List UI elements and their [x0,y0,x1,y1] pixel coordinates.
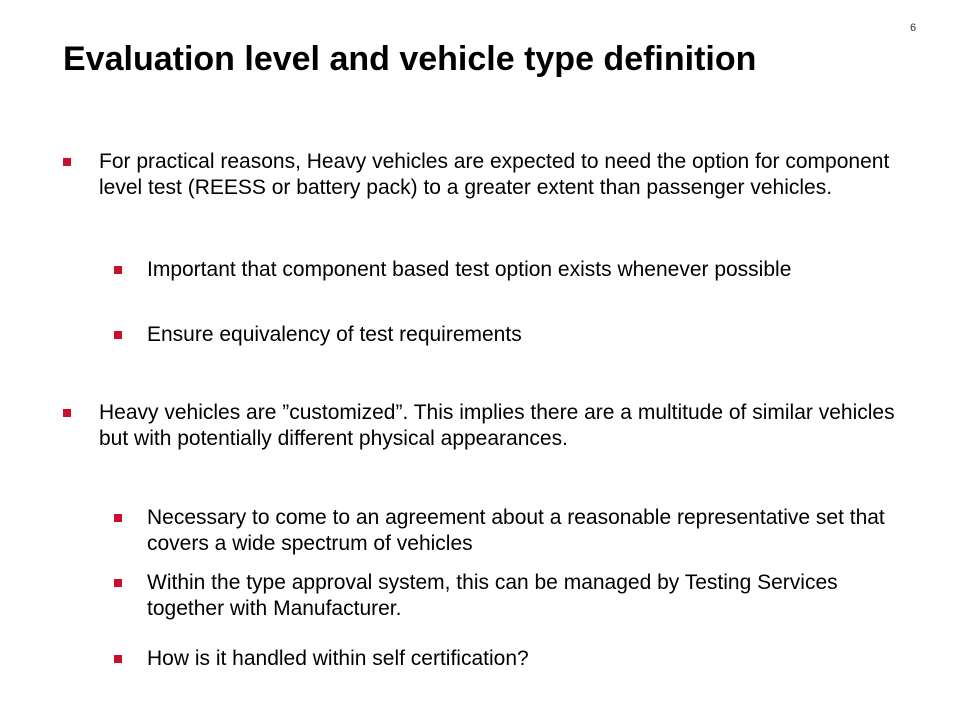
bullet-text: For practical reasons, Heavy vehicles are expected to need the option for component level test (REESS or battery pack) to a greater extent than passenger vehicles. [99,150,890,199]
square-bullet-icon [114,579,122,587]
bullet-text: Within the type approval system, this can be managed by Testing Services together with Manufacturer. [147,571,838,620]
square-bullet-icon [63,409,71,417]
bullet-text: How is it handled within self certification? [147,647,529,670]
page-number: 6 [909,22,917,34]
bullet-text: Important that component based test option exists whenever possible [147,258,792,281]
square-bullet-icon [114,514,122,522]
sub-bullet-item [147,570,887,622]
square-bullet-icon [63,158,71,166]
sub-bullet-item [147,322,887,348]
square-bullet-icon [114,655,122,663]
bullet-text: Necessary to come to an agreement about a reasonable representative set that covers a wide spectrum of vehicles [147,506,885,555]
sub-bullet-item [147,257,887,283]
bullet-text: Heavy vehicles are ”customized”. This implies there are a multitude of similar vehicles but with potentially different physical appearances. [99,401,895,450]
square-bullet-icon [114,266,122,274]
bullet-text: Ensure equivalency of test requirements [147,323,522,346]
slide-title: Evaluation level and vehicle type definition [63,40,757,78]
sub-bullet-item [147,505,887,557]
square-bullet-icon [114,331,122,339]
sub-bullet-item [147,646,887,672]
bullet-item [99,149,904,201]
bullet-item [99,400,904,452]
